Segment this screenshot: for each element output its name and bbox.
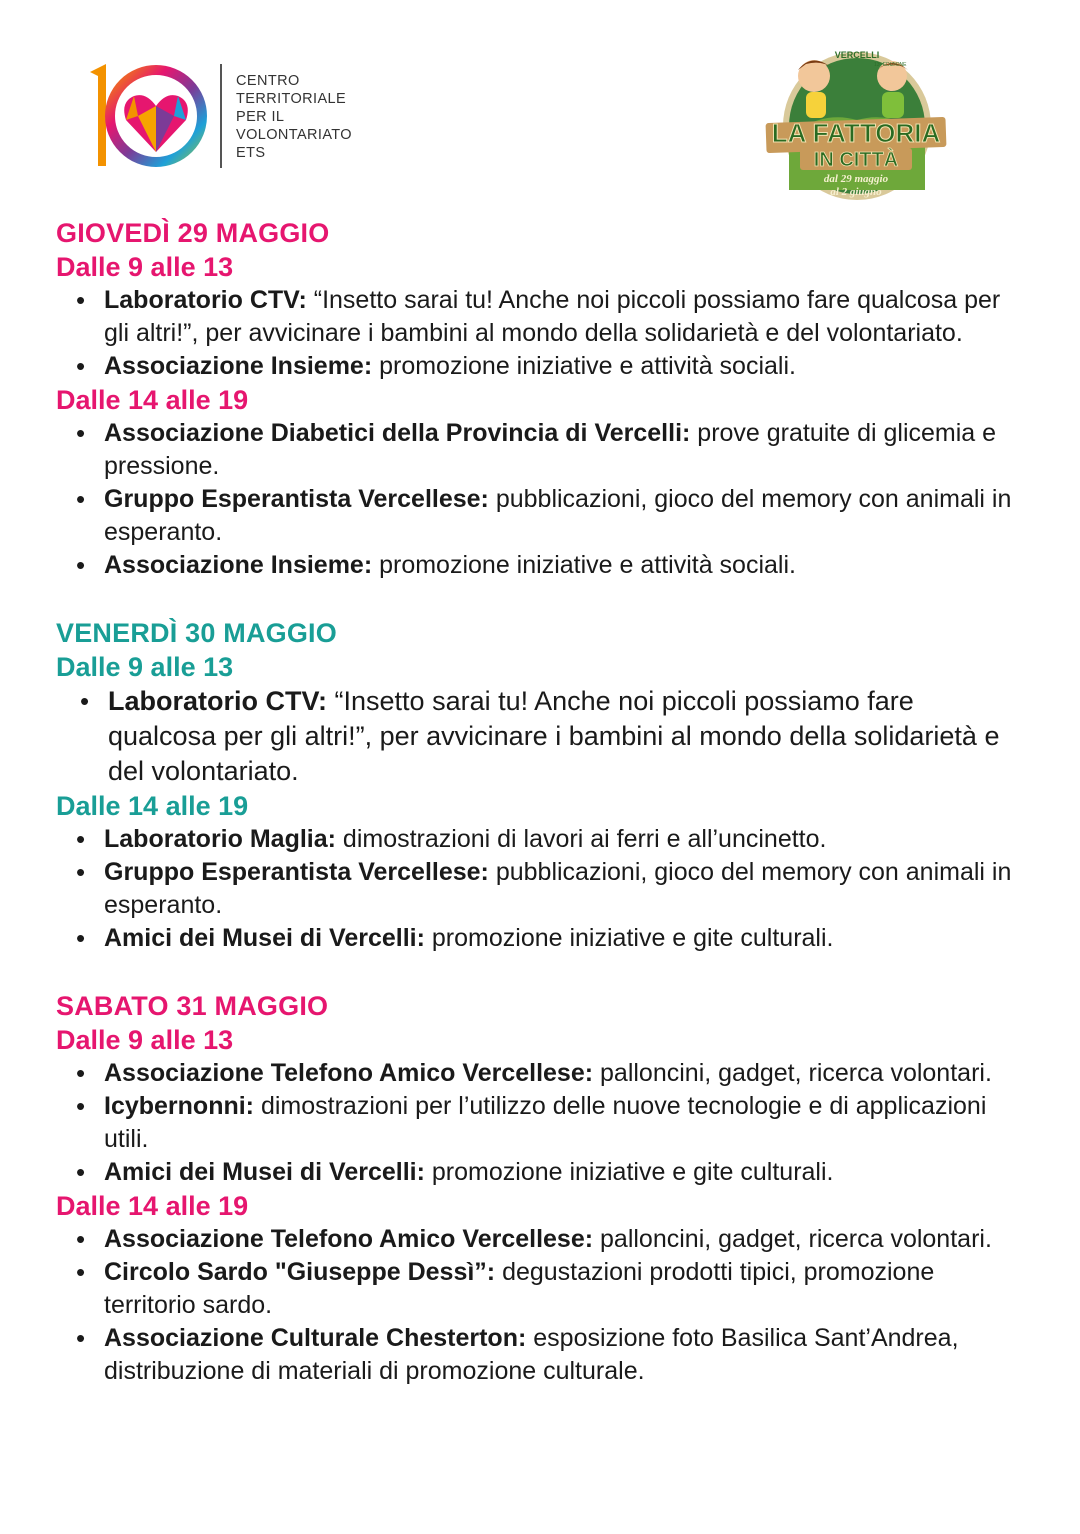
fattoria-dates-line2: al 2 giugno [830, 186, 882, 198]
activity-description: palloncini, gadget, ricerca volontari. [593, 1059, 992, 1087]
activity-name: Associazione Culturale Chesterton: [104, 1324, 527, 1352]
day-section [56, 616, 1016, 955]
activity-name: Associazione Insieme: [104, 352, 373, 380]
org-line: CENTRO [236, 73, 300, 89]
org-line: ETS [236, 145, 266, 161]
activity-list [56, 684, 1016, 789]
activity-description: promozione iniziative e gite culturali. [424, 924, 834, 952]
ctv-org-name [236, 72, 352, 162]
activity-name: Associazione Telefono Amico Vercellese: [104, 1225, 594, 1253]
day-section [56, 989, 1016, 1388]
activity-item [104, 1090, 1016, 1156]
activity-list [56, 1057, 1016, 1189]
day-title: VENERDÌ 30 MAGGIO [56, 618, 337, 648]
time-slot-title: Dalle 9 alle 13 [56, 1025, 234, 1055]
fattoria-in-citta-logo-icon [762, 40, 948, 202]
activity-name: Amici dei Musei di Vercelli: [104, 924, 425, 952]
activity-description: pubblicazioni, gioco del memory con animali in esperanto. [104, 485, 1012, 546]
fattoria-title-line1: LA FATTORIA [771, 118, 941, 148]
ctv-10-years-logo-icon [86, 58, 210, 174]
activity-item [104, 856, 1016, 922]
activity-item [104, 284, 1016, 350]
time-slot-title: Dalle 14 alle 19 [56, 385, 249, 415]
ctv-logo [86, 58, 386, 174]
activity-description: prove gratuite di glicemia e pressione. [104, 419, 997, 480]
activity-list [56, 417, 1016, 582]
time-slot-title: Dalle 14 alle 19 [56, 1191, 249, 1221]
activity-list [56, 823, 1016, 955]
page-header [0, 0, 1080, 210]
activity-list [56, 1223, 1016, 1388]
activity-item [104, 823, 1016, 856]
activity-item [104, 1322, 1016, 1388]
activity-description: promozione iniziative e attività sociali. [372, 352, 796, 380]
activity-item [104, 1057, 1016, 1090]
activity-item [104, 350, 1016, 383]
time-slot-title: Dalle 9 alle 13 [56, 652, 234, 682]
activity-item [108, 684, 1016, 789]
activity-item [104, 1156, 1016, 1189]
activity-name: Amici dei Musei di Vercelli: [104, 1158, 425, 1186]
activity-name: Associazione Insieme: [104, 551, 373, 579]
activity-item [104, 1256, 1016, 1322]
time-slot-title: Dalle 14 alle 19 [56, 791, 249, 821]
activity-item [104, 417, 1016, 483]
activity-description: promozione iniziative e attività sociali. [372, 551, 796, 579]
time-slot-title: Dalle 9 alle 13 [56, 252, 234, 282]
activity-description: pubblicazioni, gioco del memory con animali in esperanto. [104, 858, 1012, 919]
org-line: PER IL [236, 109, 285, 125]
fattoria-title-line2: IN CITTÀ [813, 149, 899, 171]
fattoria-top-label: VERCELLI [834, 50, 880, 60]
activity-description: “Insetto sarai tu! Anche noi piccoli possiamo fare qualcosa per gli altri!”, per avvicinare i bambini al mondo della solidarietà e del volontariato. [108, 686, 1000, 786]
activity-name: Laboratorio CTV: [104, 286, 307, 314]
activity-description: degustazioni prodotti tipici, promozione territorio sardo. [104, 1258, 935, 1319]
activity-item [104, 922, 1016, 955]
activity-name: Circolo Sardo "Giuseppe Dessì”: [104, 1258, 496, 1286]
activity-description: dimostrazioni per l’utilizzo delle nuove tecnologie e di applicazioni utili. [104, 1092, 987, 1153]
day-section [56, 216, 1016, 582]
fattoria-dates-line1: dal 29 maggio [823, 173, 889, 185]
activity-description: esposizione foto Basilica Sant’Andrea, distribuzione di materiali di promozione culturale. [104, 1324, 959, 1385]
activity-list [56, 284, 1016, 383]
activity-name: Gruppo Esperantista Vercellese: [104, 858, 489, 886]
activity-item [104, 549, 1016, 582]
activity-name: Gruppo Esperantista Vercellese: [104, 485, 489, 513]
activity-item [104, 1223, 1016, 1256]
org-line: TERRITORIALE [236, 91, 347, 107]
activity-description: palloncini, gadget, ricerca volontari. [593, 1225, 992, 1253]
org-line: VOLONTARIATO [236, 127, 352, 143]
day-title: GIOVEDÌ 29 MAGGIO [56, 218, 330, 248]
activity-name: Associazione Diabetici della Provincia di Vercelli: [104, 419, 691, 447]
activity-name: Laboratorio CTV: [108, 686, 328, 716]
day-title: SABATO 31 MAGGIO [56, 991, 329, 1021]
activity-name: Associazione Telefono Amico Vercellese: [104, 1059, 594, 1087]
activity-name: Laboratorio Maglia: [104, 825, 336, 853]
activity-description: “Insetto sarai tu! Anche noi piccoli possiamo fare qualcosa per gli altri!”, per avvicinare i bambini al mondo della solidarietà e del volontariato. [104, 286, 1001, 347]
program-content [56, 216, 1016, 1388]
fattoria-edition-label: 13ª EDIZIONE [874, 62, 907, 68]
activity-description: promozione iniziative e gite culturali. [424, 1158, 834, 1186]
activity-item [104, 483, 1016, 549]
activity-description: dimostrazioni di lavori ai ferri e all’uncinetto. [335, 825, 827, 853]
activity-name: Icybernonni: [104, 1092, 255, 1120]
logo-divider [220, 64, 222, 168]
